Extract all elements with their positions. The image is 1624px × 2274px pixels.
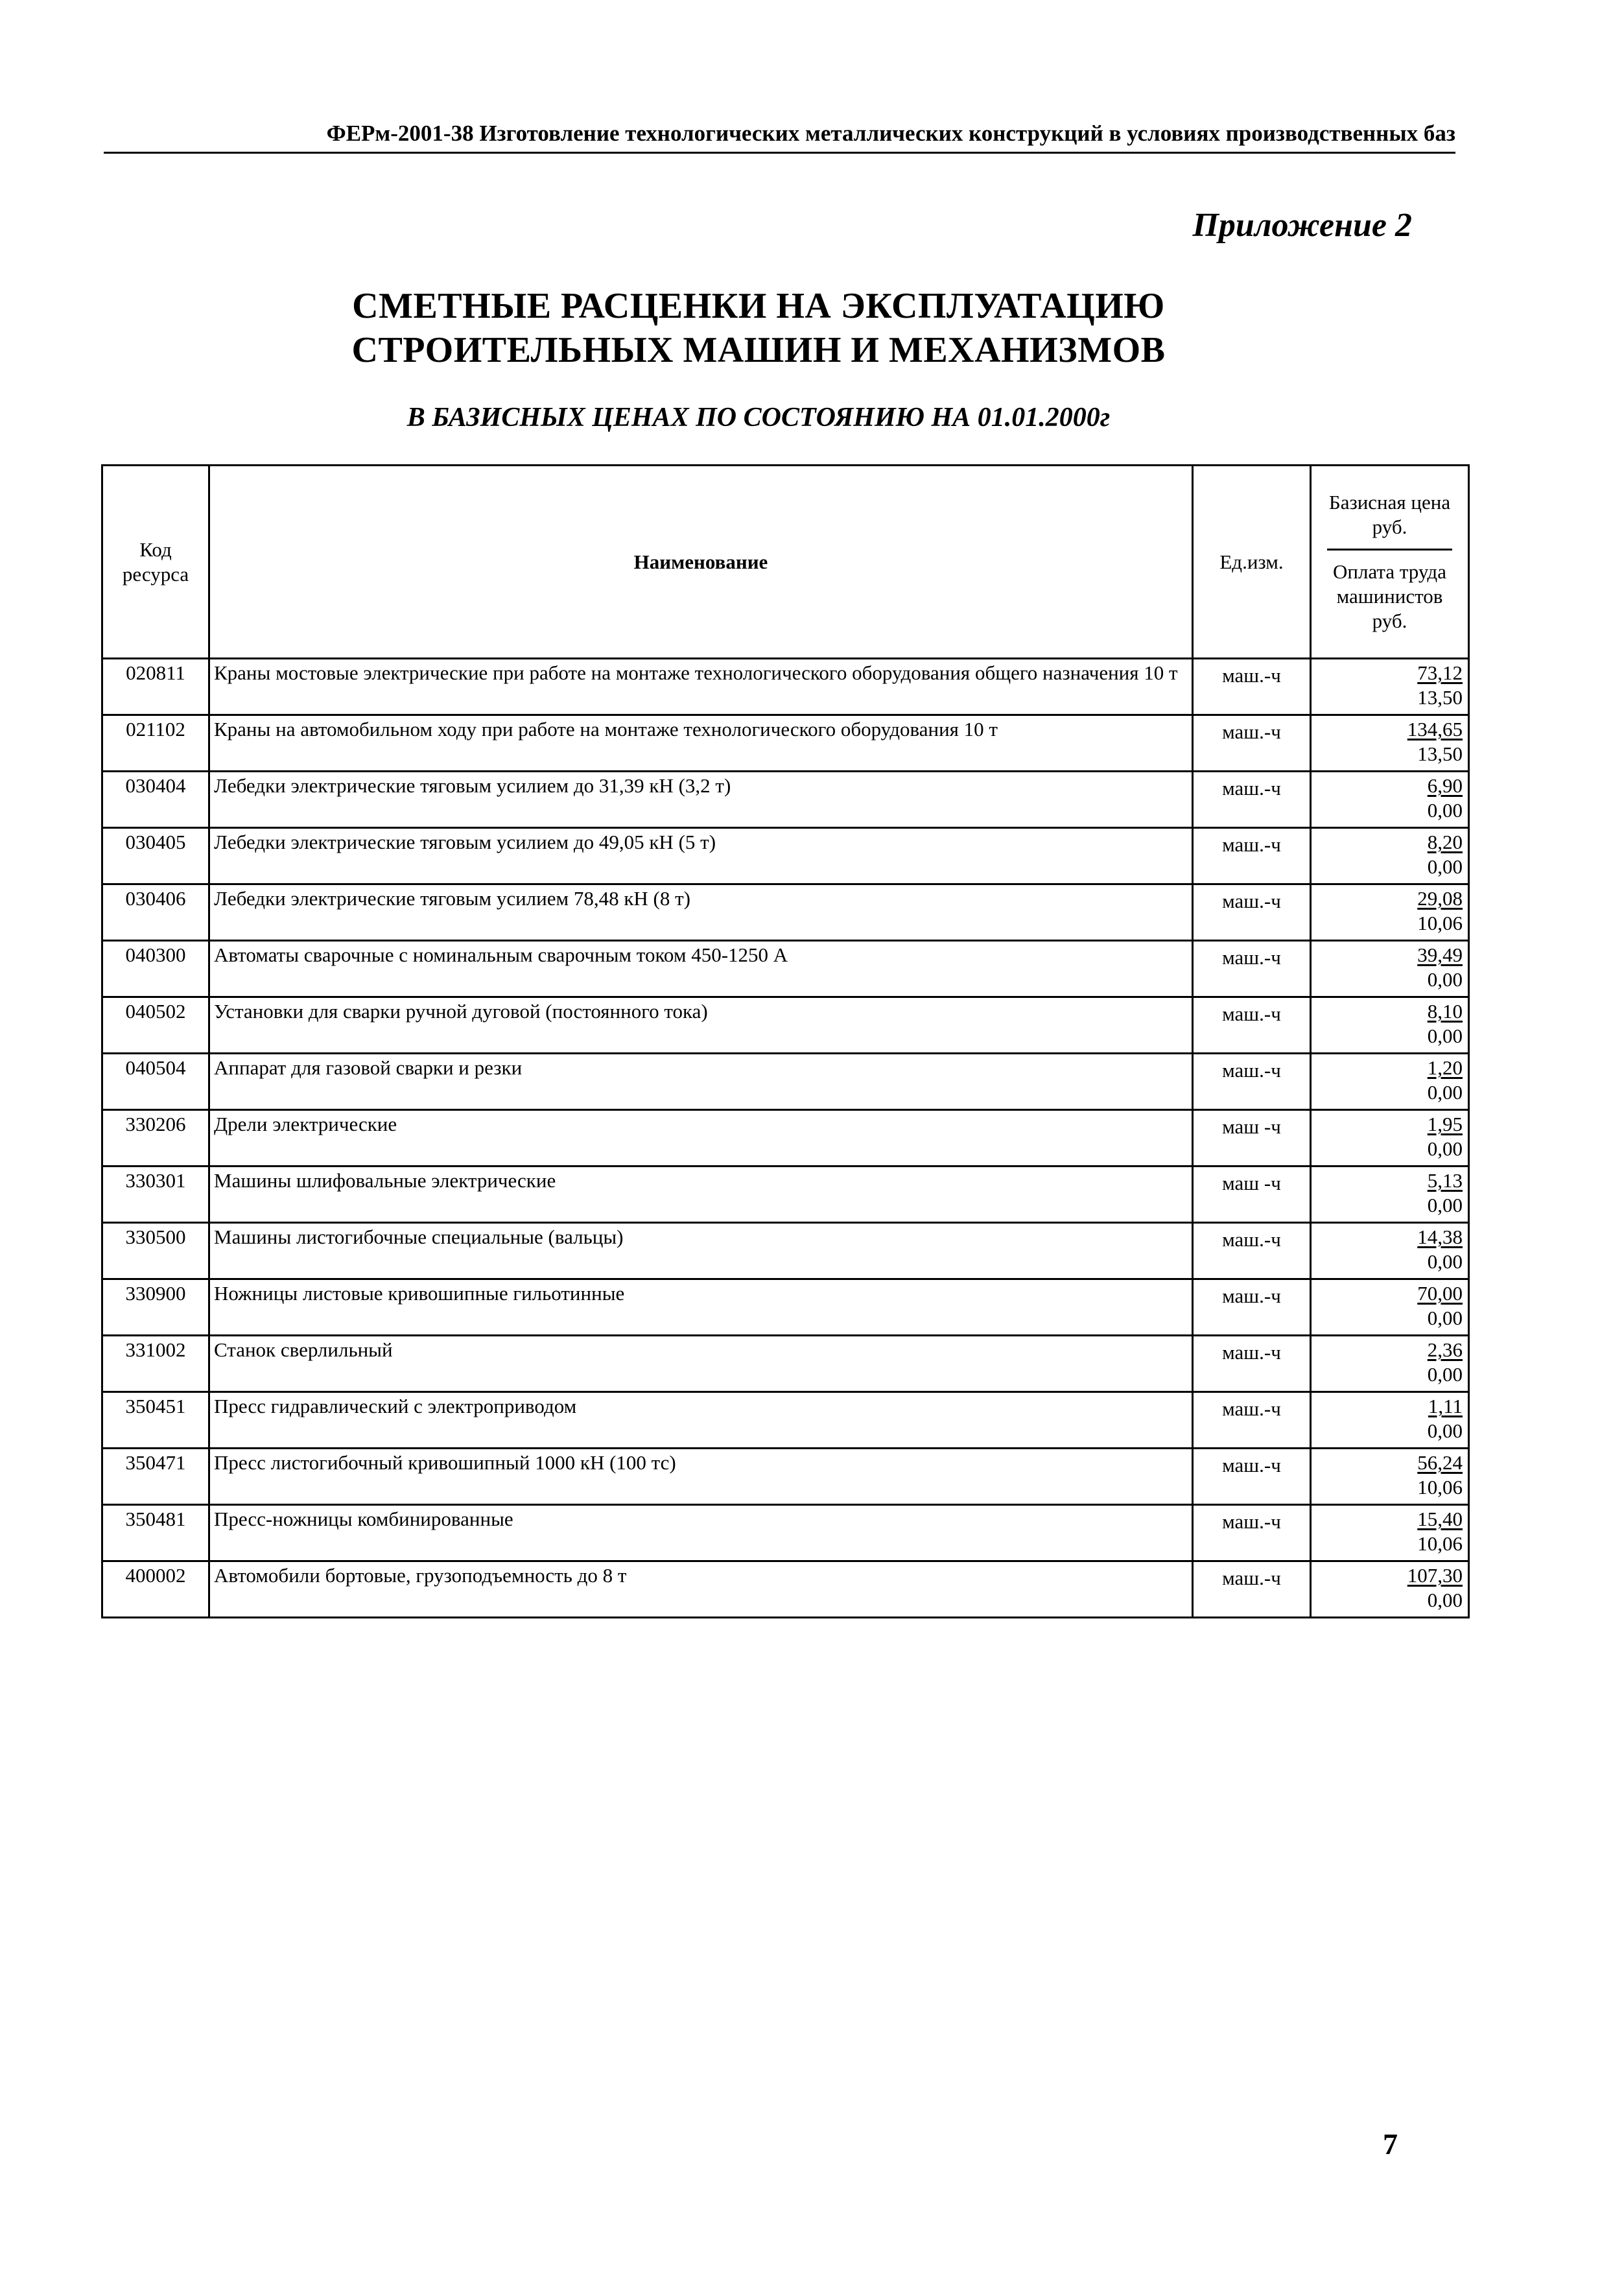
row-operator-wage: 0,00 xyxy=(1427,1363,1463,1386)
row-unit: маш.-ч xyxy=(1193,1505,1311,1561)
row-code: 030404 xyxy=(102,772,209,828)
row-name: Автомобили бортовые, грузоподъемность до 8 т xyxy=(209,1561,1193,1618)
row-code: 040300 xyxy=(102,941,209,997)
row-base-price: 2,36 xyxy=(1427,1338,1463,1361)
row-unit: маш -ч xyxy=(1193,1110,1311,1167)
table-row xyxy=(102,941,1469,997)
row-unit: маш.-ч xyxy=(1193,997,1311,1054)
table-row xyxy=(102,1167,1469,1223)
row-unit: маш -ч xyxy=(1193,1167,1311,1223)
row-price-cell xyxy=(1311,1392,1469,1449)
row-name: Лебедки электрические тяговым усилием до 49,05 кН (5 т) xyxy=(209,828,1193,884)
table-row xyxy=(102,1110,1469,1167)
table-row xyxy=(102,1561,1469,1618)
row-name: Пресс листогибочный кривошипный 1000 кН (100 тс) xyxy=(209,1449,1193,1505)
row-name: Автоматы сварочные с номинальным сварочным током 450-1250 А xyxy=(209,941,1193,997)
table-row xyxy=(102,772,1469,828)
row-unit: маш.-ч xyxy=(1193,1336,1311,1392)
row-operator-wage: 0,00 xyxy=(1427,1419,1463,1442)
table-row xyxy=(102,884,1469,941)
row-code: 040502 xyxy=(102,997,209,1054)
row-base-price: 39,49 xyxy=(1417,943,1463,966)
document-header: ФЕРм-2001-38 Изготовление технологических металлических конструкций в условиях производственных баз xyxy=(104,121,1455,154)
document-subtitle: В БАЗИСНЫХ ЦЕНАХ ПО СОСТОЯНИЮ НА 01.01.2000г xyxy=(406,403,1111,432)
row-code: 330301 xyxy=(102,1167,209,1223)
row-code: 030405 xyxy=(102,828,209,884)
row-base-price: 1,95 xyxy=(1427,1113,1463,1135)
header-price-cell xyxy=(1311,466,1469,659)
table-row xyxy=(102,1392,1469,1449)
document-title-line-1: СМЕТНЫЕ РАСЦЕНКИ НА ЭКСПЛУАТАЦИЮ xyxy=(352,286,1165,326)
row-base-price: 14,38 xyxy=(1417,1226,1463,1248)
row-price-cell xyxy=(1311,884,1469,941)
row-code: 330500 xyxy=(102,1223,209,1279)
table-row xyxy=(102,1449,1469,1505)
row-base-price: 56,24 xyxy=(1417,1451,1463,1474)
row-code: 020811 xyxy=(102,659,209,715)
header-divider xyxy=(1327,549,1452,551)
row-name: Лебедки электрические тяговым усилием 78,48 кН (8 т) xyxy=(209,884,1193,941)
row-base-price: 1,20 xyxy=(1427,1056,1463,1079)
table-body xyxy=(102,659,1469,1618)
row-operator-wage: 10,06 xyxy=(1417,1476,1463,1498)
row-code: 040504 xyxy=(102,1054,209,1110)
row-price-cell xyxy=(1311,1336,1469,1392)
row-base-price: 6,90 xyxy=(1427,774,1463,797)
row-code: 330206 xyxy=(102,1110,209,1167)
row-price-cell xyxy=(1311,1505,1469,1561)
row-operator-wage: 0,00 xyxy=(1427,799,1463,822)
machine-rates-table xyxy=(101,464,1470,1618)
row-price-cell xyxy=(1311,1110,1469,1167)
row-name: Краны мостовые электрические при работе на монтаже технологического оборудования общего назначения 10 т xyxy=(209,659,1193,715)
row-price-cell xyxy=(1311,659,1469,715)
row-base-price: 107,30 xyxy=(1407,1564,1463,1587)
row-operator-wage: 0,00 xyxy=(1427,1307,1463,1329)
header-operator-wage: Оплата труда машинистов руб. xyxy=(1333,560,1446,632)
row-operator-wage: 13,50 xyxy=(1417,742,1463,765)
row-price-cell xyxy=(1311,1561,1469,1618)
row-operator-wage: 0,00 xyxy=(1427,1589,1463,1611)
row-operator-wage: 10,06 xyxy=(1417,1532,1463,1555)
row-code: 330900 xyxy=(102,1279,209,1336)
row-base-price: 73,12 xyxy=(1417,661,1463,684)
page-number: 7 xyxy=(1383,2127,1398,2161)
row-base-price: 70,00 xyxy=(1417,1282,1463,1305)
header-base-price: Базисная цена руб. xyxy=(1328,491,1451,538)
row-name: Краны на автомобильном ходу при работе на монтаже технологического оборудования 10 т xyxy=(209,715,1193,772)
table-row xyxy=(102,715,1469,772)
row-unit: маш.-ч xyxy=(1193,772,1311,828)
header-name: Наименование xyxy=(209,466,1193,659)
row-operator-wage: 13,50 xyxy=(1417,686,1463,709)
row-name: Лебедки электрические тяговым усилием до 31,39 кН (3,2 т) xyxy=(209,772,1193,828)
row-base-price: 1,11 xyxy=(1428,1395,1463,1417)
table-row xyxy=(102,1336,1469,1392)
row-price-cell xyxy=(1311,941,1469,997)
row-code: 021102 xyxy=(102,715,209,772)
row-operator-wage: 0,00 xyxy=(1427,1250,1463,1273)
row-unit: маш.-ч xyxy=(1193,1054,1311,1110)
row-operator-wage: 0,00 xyxy=(1427,1024,1463,1047)
row-name: Пресс-ножницы комбинированные xyxy=(209,1505,1193,1561)
row-code: 350481 xyxy=(102,1505,209,1561)
table-row xyxy=(102,997,1469,1054)
table-row xyxy=(102,1279,1469,1336)
row-price-cell xyxy=(1311,1167,1469,1223)
row-base-price: 134,65 xyxy=(1407,718,1463,740)
row-name: Ножницы листовые кривошипные гильотинные xyxy=(209,1279,1193,1336)
row-name: Установки для сварки ручной дуговой (постоянного тока) xyxy=(209,997,1193,1054)
row-base-price: 29,08 xyxy=(1417,887,1463,910)
table-row xyxy=(102,828,1469,884)
row-name: Машины шлифовальные электрические xyxy=(209,1167,1193,1223)
table-row xyxy=(102,659,1469,715)
row-unit: маш.-ч xyxy=(1193,941,1311,997)
table-row xyxy=(102,1054,1469,1110)
row-unit: маш.-ч xyxy=(1193,715,1311,772)
row-unit: маш.-ч xyxy=(1193,1392,1311,1449)
row-code: 400002 xyxy=(102,1561,209,1618)
row-unit: маш.-ч xyxy=(1193,659,1311,715)
row-operator-wage: 0,00 xyxy=(1427,1081,1463,1104)
row-code: 350451 xyxy=(102,1392,209,1449)
document-title-line-2: СТРОИТЕЛЬНЫХ МАШИН И МЕХАНИЗМОВ xyxy=(351,330,1166,370)
row-price-cell xyxy=(1311,828,1469,884)
row-operator-wage: 0,00 xyxy=(1427,1137,1463,1160)
row-name: Пресс гидравлический с электроприводом xyxy=(209,1392,1193,1449)
appendix-label: Приложение 2 xyxy=(1192,207,1412,244)
row-price-cell xyxy=(1311,1449,1469,1505)
row-base-price: 15,40 xyxy=(1417,1508,1463,1530)
header-code: Код ресурса xyxy=(102,466,209,659)
row-unit: маш.-ч xyxy=(1193,1279,1311,1336)
row-unit: маш.-ч xyxy=(1193,1223,1311,1279)
row-unit: маш.-ч xyxy=(1193,1449,1311,1505)
row-operator-wage: 0,00 xyxy=(1427,968,1463,991)
table-row xyxy=(102,1505,1469,1561)
row-price-cell xyxy=(1311,1223,1469,1279)
table-header-row xyxy=(102,466,1469,659)
row-code: 350471 xyxy=(102,1449,209,1505)
row-name: Машины листогибочные специальные (вальцы) xyxy=(209,1223,1193,1279)
row-price-cell xyxy=(1311,715,1469,772)
row-operator-wage: 10,06 xyxy=(1417,912,1463,934)
row-unit: маш.-ч xyxy=(1193,828,1311,884)
row-unit: маш.-ч xyxy=(1193,884,1311,941)
header-unit: Ед.изм. xyxy=(1193,466,1311,659)
row-operator-wage: 0,00 xyxy=(1427,1194,1463,1216)
row-price-cell xyxy=(1311,1054,1469,1110)
row-unit: маш.-ч xyxy=(1193,1561,1311,1618)
row-price-cell xyxy=(1311,772,1469,828)
row-price-cell xyxy=(1311,997,1469,1054)
row-code: 331002 xyxy=(102,1336,209,1392)
row-base-price: 8,20 xyxy=(1427,831,1463,853)
row-operator-wage: 0,00 xyxy=(1427,855,1463,878)
row-name: Станок сверлильный xyxy=(209,1336,1193,1392)
row-base-price: 8,10 xyxy=(1427,1000,1463,1023)
table-row xyxy=(102,1223,1469,1279)
row-price-cell xyxy=(1311,1279,1469,1336)
row-base-price: 5,13 xyxy=(1427,1169,1463,1192)
row-code: 030406 xyxy=(102,884,209,941)
row-name: Аппарат для газовой сварки и резки xyxy=(209,1054,1193,1110)
row-name: Дрели электрические xyxy=(209,1110,1193,1167)
